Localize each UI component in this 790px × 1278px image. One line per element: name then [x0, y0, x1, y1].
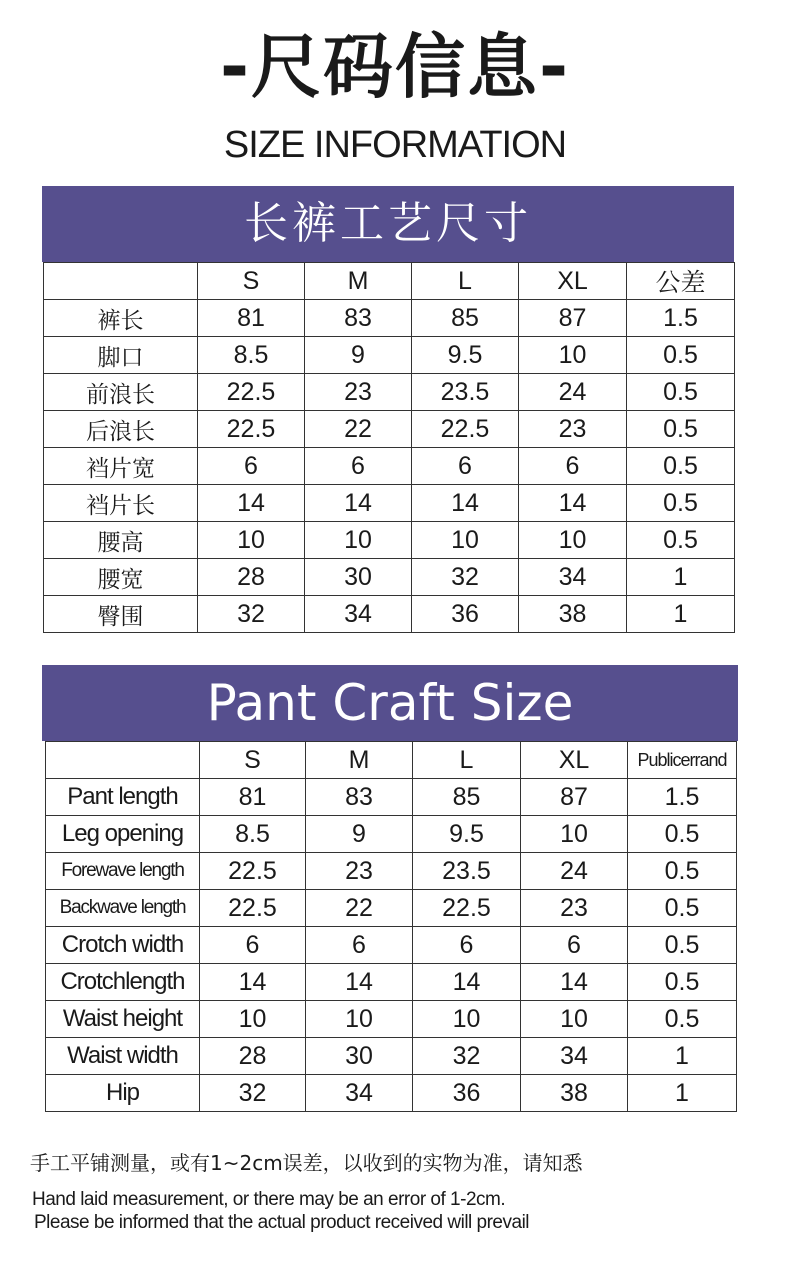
- table-cell: 34: [306, 1075, 413, 1112]
- table-cell: 32: [200, 1075, 306, 1112]
- table-cell: 36: [413, 1075, 521, 1112]
- row-label: Forewave length: [46, 853, 200, 890]
- row-label: 裤长: [44, 300, 198, 337]
- table-row: [44, 300, 735, 337]
- column-header: XL: [519, 263, 627, 300]
- corner-cell: [46, 742, 200, 779]
- table-cell: 38: [519, 596, 627, 633]
- table-cell: 28: [198, 559, 305, 596]
- table-cell: 6: [200, 927, 306, 964]
- table-cell: 6: [305, 448, 412, 485]
- row-label: Backwave length: [46, 890, 200, 927]
- table-cell: 23: [521, 890, 628, 927]
- measurement-note-en-line1: Hand laid measurement, or there may be an error of 1-2cm.: [32, 1189, 506, 1210]
- table-cell: 0.5: [627, 337, 735, 374]
- table-cell: 10: [519, 522, 627, 559]
- row-label: 后浪长: [44, 411, 198, 448]
- table-cell: 9: [306, 816, 413, 853]
- size-table-en: [45, 741, 737, 1112]
- row-label: 裆片长: [44, 485, 198, 522]
- table-cell: 34: [519, 559, 627, 596]
- table-header-row: [46, 742, 737, 779]
- table-row: [46, 1075, 737, 1112]
- table-cell: 22.5: [200, 853, 306, 890]
- column-header: L: [413, 742, 521, 779]
- measurement-note-cn: 手工平铺测量，或有1~2cm误差，以收到的实物为准，请知悉: [30, 1151, 583, 1175]
- table-cell: 14: [412, 485, 519, 522]
- table-cell: 24: [519, 374, 627, 411]
- table-cell: 22.5: [413, 890, 521, 927]
- row-label: 脚口: [44, 337, 198, 374]
- table-cell: 28: [200, 1038, 306, 1075]
- table-cell: 10: [521, 1001, 628, 1038]
- row-label: Leg opening: [46, 816, 200, 853]
- table-cell: 30: [305, 559, 412, 596]
- table-cell: 0.5: [627, 522, 735, 559]
- table-cell: 10: [305, 522, 412, 559]
- table-cell: 23.5: [412, 374, 519, 411]
- column-header: M: [306, 742, 413, 779]
- table-cell: 32: [413, 1038, 521, 1075]
- row-label: 裆片宽: [44, 448, 198, 485]
- table-cell: 23.5: [413, 853, 521, 890]
- row-label: 臀围: [44, 596, 198, 633]
- table-row: [44, 411, 735, 448]
- table-cell: 14: [413, 964, 521, 1001]
- table-header-row: [44, 263, 735, 300]
- table-cell: 0.5: [628, 1001, 737, 1038]
- table-cn-heading: 长裤工艺尺寸: [42, 186, 734, 262]
- table-row: [46, 890, 737, 927]
- row-label: Waist width: [46, 1038, 200, 1075]
- table-cell: 0.5: [627, 448, 735, 485]
- column-header: L: [412, 263, 519, 300]
- table-row: [44, 522, 735, 559]
- page-title-cn: -尺码信息-: [219, 26, 571, 108]
- table-cell: 14: [519, 485, 627, 522]
- table-cell: 1: [628, 1038, 737, 1075]
- row-label: Hip: [46, 1075, 200, 1112]
- table-en-heading: Pant Craft Size: [42, 665, 738, 741]
- row-label: Pant length: [46, 779, 200, 816]
- table-row: [46, 1001, 737, 1038]
- row-label: Waist height: [46, 1001, 200, 1038]
- table-cell: 14: [198, 485, 305, 522]
- table-cell: 0.5: [628, 964, 737, 1001]
- table-cell: 38: [521, 1075, 628, 1112]
- row-label: 前浪长: [44, 374, 198, 411]
- table-cell: 30: [306, 1038, 413, 1075]
- page-title-en: SIZE INFORMATION: [223, 124, 567, 166]
- table-cell: 34: [305, 596, 412, 633]
- table-cell: 81: [198, 300, 305, 337]
- table-cell: 6: [521, 927, 628, 964]
- table-row: [46, 1038, 737, 1075]
- table-cell: 24: [521, 853, 628, 890]
- table-cell: 14: [306, 964, 413, 1001]
- table-cell: 9.5: [413, 816, 521, 853]
- table-cell: 23: [306, 853, 413, 890]
- measurement-note-en-line2: Please be informed that the actual product received will prevail: [34, 1212, 530, 1233]
- table-cell: 1: [628, 1075, 737, 1112]
- table-row: [46, 816, 737, 853]
- table-cell: 8.5: [200, 816, 306, 853]
- table-cell: 14: [305, 485, 412, 522]
- column-header: 公差: [627, 263, 735, 300]
- table-row: [46, 853, 737, 890]
- table-cell: 10: [306, 1001, 413, 1038]
- table-row: [44, 485, 735, 522]
- table-cell: 0.5: [627, 485, 735, 522]
- table-cell: 14: [521, 964, 628, 1001]
- table-cell: 85: [412, 300, 519, 337]
- table-cell: 14: [200, 964, 306, 1001]
- table-cell: 22.5: [412, 411, 519, 448]
- column-header: S: [198, 263, 305, 300]
- table-cell: 81: [200, 779, 306, 816]
- table-cell: 23: [519, 411, 627, 448]
- table-cell: 1.5: [627, 300, 735, 337]
- table-cell: 10: [519, 337, 627, 374]
- table-cell: 1.5: [628, 779, 737, 816]
- table-cell: 22.5: [198, 411, 305, 448]
- table-cell: 6: [519, 448, 627, 485]
- table-cell: 0.5: [627, 374, 735, 411]
- table-cell: 22.5: [198, 374, 305, 411]
- table-cell: 32: [412, 559, 519, 596]
- table-cell: 0.5: [628, 853, 737, 890]
- table-row: [46, 964, 737, 1001]
- table-cell: 6: [306, 927, 413, 964]
- table-cell: 36: [412, 596, 519, 633]
- table-cell: 10: [412, 522, 519, 559]
- table-cell: 1: [627, 559, 735, 596]
- column-header: XL: [521, 742, 628, 779]
- table-row: [44, 596, 735, 633]
- table-cell: 22: [305, 411, 412, 448]
- column-header: Publicerrand: [628, 742, 737, 779]
- size-table-cn: [43, 262, 735, 633]
- table-cell: 6: [412, 448, 519, 485]
- table-row: [46, 927, 737, 964]
- table-cell: 22.5: [200, 890, 306, 927]
- table-row: [46, 779, 737, 816]
- table-cell: 0.5: [628, 890, 737, 927]
- row-label: Crotchlength: [46, 964, 200, 1001]
- table-row: [44, 374, 735, 411]
- table-cell: 85: [413, 779, 521, 816]
- table-cell: 0.5: [628, 816, 737, 853]
- table-cell: 10: [198, 522, 305, 559]
- table-cell: 10: [413, 1001, 521, 1038]
- table-cell: 83: [306, 779, 413, 816]
- table-cell: 6: [198, 448, 305, 485]
- table-row: [44, 337, 735, 374]
- table-cell: 10: [521, 816, 628, 853]
- table-cell: 10: [200, 1001, 306, 1038]
- table-cell: 83: [305, 300, 412, 337]
- table-cell: 87: [521, 779, 628, 816]
- table-cell: 34: [521, 1038, 628, 1075]
- table-row: [44, 559, 735, 596]
- table-cell: 0.5: [627, 411, 735, 448]
- table-cell: 0.5: [628, 927, 737, 964]
- column-header: S: [200, 742, 306, 779]
- table-cell: 32: [198, 596, 305, 633]
- table-cell: 9: [305, 337, 412, 374]
- table-cell: 23: [305, 374, 412, 411]
- row-label: 腰高: [44, 522, 198, 559]
- table-cell: 22: [306, 890, 413, 927]
- column-header: M: [305, 263, 412, 300]
- corner-cell: [44, 263, 198, 300]
- row-label: Crotch width: [46, 927, 200, 964]
- table-cell: 9.5: [412, 337, 519, 374]
- row-label: 腰宽: [44, 559, 198, 596]
- table-row: [44, 448, 735, 485]
- table-cell: 1: [627, 596, 735, 633]
- table-cell: 6: [413, 927, 521, 964]
- table-cell: 87: [519, 300, 627, 337]
- table-cell: 8.5: [198, 337, 305, 374]
